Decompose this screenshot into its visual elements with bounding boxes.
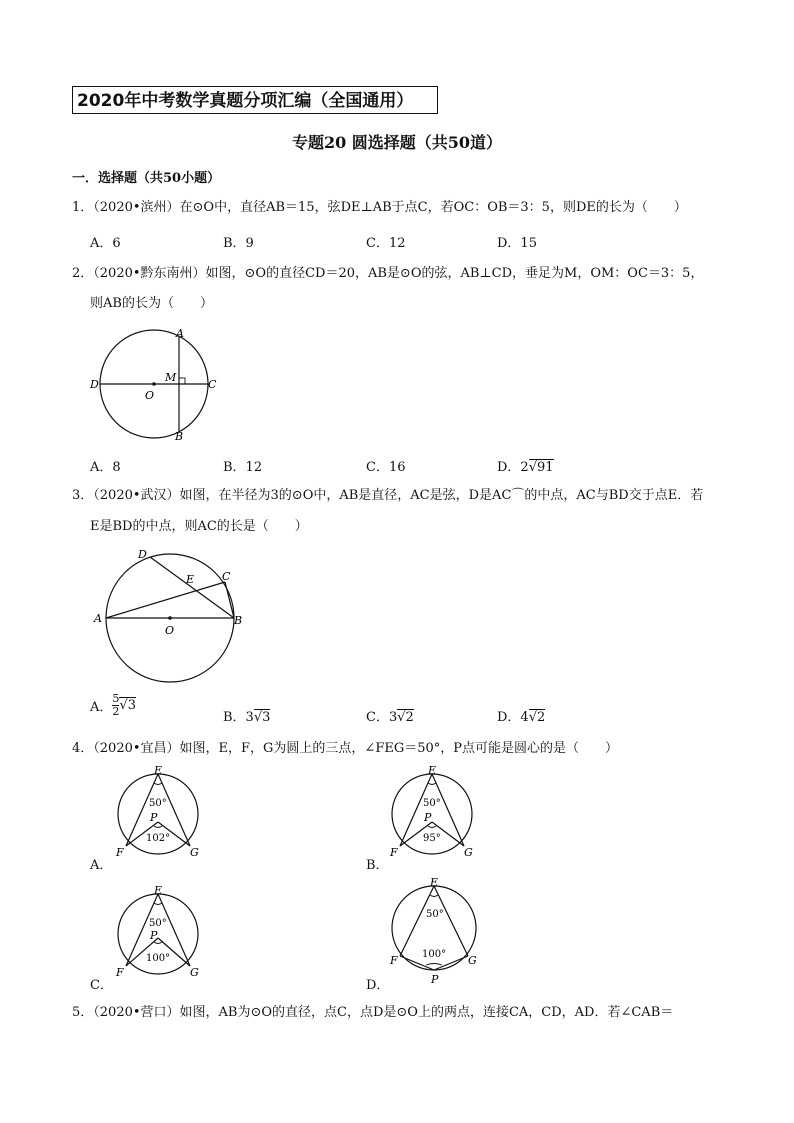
q4-figure-c: [110, 886, 210, 984]
q4-figure-d: [384, 876, 488, 986]
question-2-line2: 则AB的长为（ ）: [90, 296, 213, 311]
q3-figure: [88, 544, 248, 690]
q4-option-a-letter: A．: [90, 858, 113, 873]
angle-label: 95°: [423, 833, 441, 844]
q2-option-a: A．8: [90, 460, 121, 475]
label-e: E: [186, 573, 195, 586]
q4-figure-a: [110, 766, 210, 864]
question-stem: （2020•滨州）在⊙O中，直径AB＝15，弦DE⊥AB于点C，若OC：OB＝3：5，则DE的长为（ ）: [93, 200, 687, 215]
svg-text:P: P: [424, 811, 432, 824]
question-stem: （2020•营口）如图，AB为⊙O的直径，点C，点D是⊙O上的两点，连接CA，CD，AD．若∠CAB＝: [93, 1005, 674, 1020]
svg-text:F: F: [390, 954, 398, 967]
angle-label: 50°: [423, 798, 441, 809]
svg-text:G: G: [190, 966, 199, 979]
svg-text:E: E: [428, 766, 437, 777]
question-stem: （2020•黔东南州）如图，⊙O的直径CD＝20，AB是⊙O的弦，AB⊥CD，垂足为M，OM：OC＝3：5，: [93, 266, 704, 281]
q3-option-b: B．3√3: [223, 710, 271, 725]
question-stem: （2020•武汉）如图，在半径为3的⊙O中，AB是直径，AC是弦，D是AC⌒的中点，AC与BD交于点E．若: [93, 488, 704, 503]
question-number: 2．: [72, 266, 94, 281]
label-b: B: [175, 430, 184, 443]
q3-option-a: A． $\frac{5}{2}$ √3: [90, 692, 136, 718]
label-c: C: [208, 378, 217, 391]
angle-label: 50°: [149, 798, 167, 809]
svg-text:F: F: [116, 846, 124, 859]
question-number: 5．: [72, 1005, 94, 1020]
question-2: [72, 264, 703, 284]
svg-text:P: P: [150, 929, 158, 942]
svg-text:G: G: [468, 954, 477, 967]
question-5: [72, 1003, 673, 1023]
question-stem: （2020•宜昌）如图，E，F，G为圆上的三点，∠FEG＝50°，P点可能是圆心的是（ ）: [93, 741, 619, 756]
question-3: [72, 486, 703, 506]
question-number: 4．: [72, 741, 94, 756]
svg-text:P: P: [431, 973, 439, 986]
label-b: B: [234, 614, 243, 627]
label-a: A: [94, 612, 102, 625]
series-title: 2020年中考数学真题分项汇编（全国通用）: [72, 86, 438, 114]
q2-option-b: B．12: [223, 460, 263, 475]
label-o: O: [165, 624, 175, 637]
q4-option-c-letter: C．: [90, 978, 113, 993]
q2-figure: [82, 322, 232, 444]
question-number: 1．: [72, 200, 94, 215]
q4-option-d-letter: D．: [366, 978, 390, 993]
svg-text:E: E: [430, 876, 439, 889]
label-m: M: [165, 371, 177, 384]
svg-text:E: E: [154, 766, 163, 777]
question-number: 3．: [72, 488, 94, 503]
svg-text:G: G: [464, 846, 473, 859]
label-d: D: [90, 378, 99, 391]
question-4: [72, 739, 618, 759]
q1-option-a: A．6: [90, 236, 121, 251]
q1-option-c: C．12: [366, 236, 406, 251]
svg-text:E: E: [154, 886, 163, 897]
label-a: A: [176, 327, 184, 340]
q2-option-c: C．16: [366, 460, 406, 475]
label-c: C: [222, 570, 231, 583]
q4-option-b-letter: B．: [366, 858, 389, 873]
svg-text:F: F: [116, 966, 124, 979]
q3-option-d: D．4√2: [497, 710, 546, 725]
q1-option-d: D．15: [497, 236, 537, 251]
question-1: [72, 198, 687, 218]
q1-option-b: B．9: [223, 236, 254, 251]
angle-label: 100°: [146, 953, 171, 964]
q3-option-c: C．3√2: [366, 710, 414, 725]
q4-figure-b: [384, 766, 484, 864]
page-title: 专题20 圆选择题（共50道）: [291, 133, 503, 152]
angle-label: 50°: [149, 918, 167, 929]
svg-text:F: F: [390, 846, 398, 859]
svg-text:G: G: [190, 846, 199, 859]
angle-label: 102°: [146, 833, 171, 844]
q2-option-d: D．2√91: [497, 460, 554, 475]
svg-text:P: P: [150, 811, 158, 824]
angle-label: 50°: [426, 909, 444, 920]
section-heading: 一．选择题（共50小题）: [72, 171, 221, 186]
label-o: O: [145, 389, 155, 402]
angle-label: 100°: [422, 949, 447, 960]
question-3-line2: E是BD的中点，则AC的长是（ ）: [90, 519, 308, 534]
label-d: D: [138, 548, 147, 561]
